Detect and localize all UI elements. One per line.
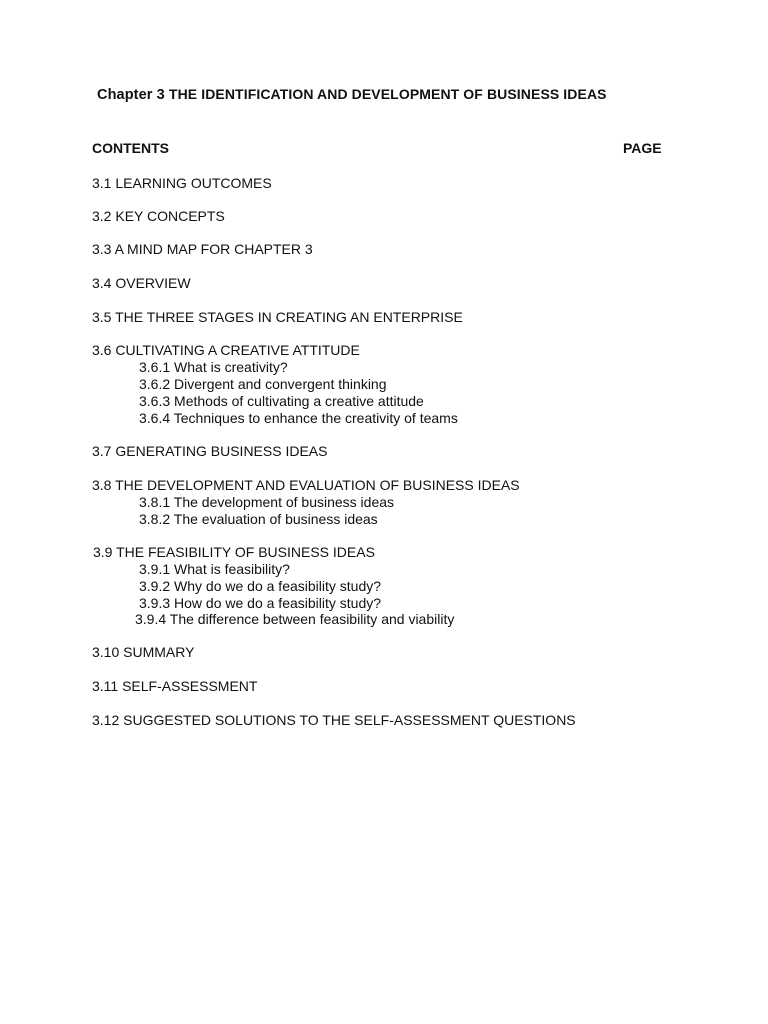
toc-subentry: 3.8.1 The development of business ideas [139,494,395,510]
toc-subentry: 3.6.4 Techniques to enhance the creativity of teams [139,410,458,426]
toc-subentry: 3.9.2 Why do we do a feasibility study? [139,578,382,594]
contents-heading: CONTENTS [92,140,169,156]
toc-entry: 3.1 LEARNING OUTCOMES [92,175,272,191]
toc-entry: 3.4 OVERVIEW [92,275,191,291]
toc-entry: 3.5 THE THREE STAGES IN CREATING AN ENTERPRISE [92,309,463,325]
toc-subentry: 3.9.1 What is feasibility? [139,561,290,577]
chapter-heading [97,86,607,103]
toc-entry: 3.6 CULTIVATING A CREATIVE ATTITUDE [92,342,360,358]
chapter-title: THE IDENTIFICATION AND DEVELOPMENT OF BUSINESS IDEAS [168,86,607,102]
toc-subentry: 3.9.3 How do we do a feasibility study? [139,595,382,611]
toc-entry: 3.8 THE DEVELOPMENT AND EVALUATION OF BUSINESS IDEAS [92,477,520,493]
toc-subentry: 3.6.1 What is creativity? [139,359,288,375]
toc-subentry: 3.9.4 The difference between feasibility and viability [135,611,455,627]
toc-entry: 3.11 SELF-ASSESSMENT [92,678,258,694]
toc-subentry: 3.6.2 Divergent and convergent thinking [139,376,387,392]
toc-entry: 3.12 SUGGESTED SOLUTIONS TO THE SELF-ASSESSMENT QUESTIONS [92,712,576,728]
page-column-heading: PAGE [623,140,662,156]
toc-entry: 3.2 KEY CONCEPTS [92,208,225,224]
toc-entry: 3.3 A MIND MAP FOR CHAPTER 3 [92,241,313,257]
toc-subentry: 3.8.2 The evaluation of business ideas [139,511,378,527]
chapter-label: Chapter 3 [97,87,165,103]
toc-entry: 3.10 SUMMARY [92,644,195,660]
toc-entry: 3.7 GENERATING BUSINESS IDEAS [92,443,328,459]
toc-entry: 3.9 THE FEASIBILITY OF BUSINESS IDEAS [93,544,375,560]
toc-subentry: 3.6.3 Methods of cultivating a creative attitude [139,393,424,409]
